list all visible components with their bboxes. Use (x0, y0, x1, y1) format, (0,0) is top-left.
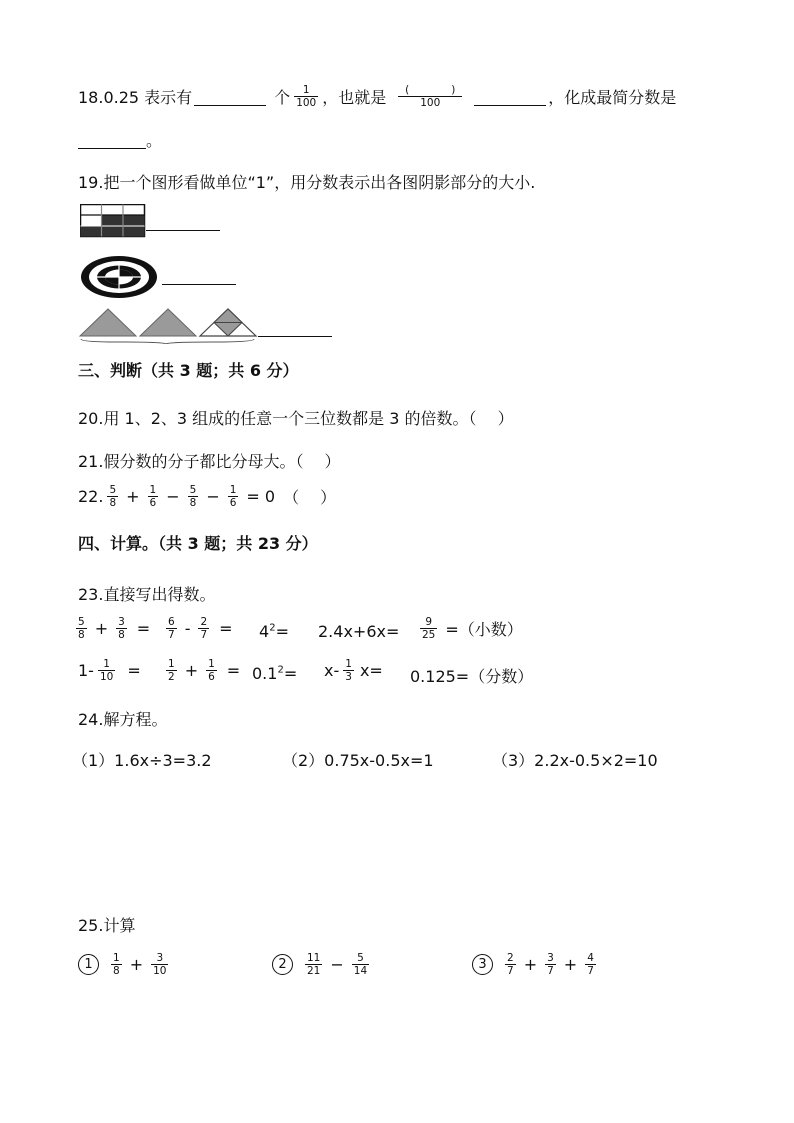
q23-r2-a: 1- $\frac{1}{10}$ = (78, 658, 141, 683)
section-4-title: 四、计算。（共 3 题；共 23 分） (78, 534, 318, 553)
q24-eq-1: （1）1.6x÷3=3.2 (72, 751, 212, 770)
q25-calc-2: 2 $\frac{11}{21}$ − $\frac{5}{14}$ (272, 952, 373, 977)
section-3-title: 三、判断（共 3 题；共 6 分） (78, 361, 299, 380)
q22-equals: = 0 (246, 487, 276, 506)
q24-eq-3: （3）2.2x-0.5×2=10 (492, 751, 658, 770)
q18-tail-text: ，化成最简分数是 (548, 88, 677, 107)
q23-r1-c: $4^2=$ (259, 622, 289, 641)
q23-r1-b: $\frac{6}{7}$ - $\frac{2}{7}$ = (168, 616, 233, 641)
q19-blank-3[interactable] (258, 318, 332, 337)
q22-answer-paren[interactable]: （ ） (283, 488, 337, 507)
q18-end: 。 (146, 131, 163, 150)
question-24 (78, 707, 167, 730)
question-18 (78, 84, 676, 109)
q25-calc-3: 3 $\frac{2}{7}$ + $\frac{3}{7}$ + $\frac{4}{7}$ (472, 952, 600, 977)
q23-r1-d: 2.4x+6x= (318, 622, 400, 641)
q19-target-figure (80, 254, 160, 300)
q18-ge: 个 (274, 88, 291, 107)
q25-calc-1: 1 $\frac{1}{8}$ + $\frac{3}{10}$ (78, 952, 172, 977)
question-19 (78, 170, 535, 193)
q22-frac-2: $\frac{1}{6}$ (149, 484, 157, 509)
q19-grid-figure (80, 204, 146, 238)
q18-blank-2[interactable] (474, 87, 546, 106)
question-20 (78, 406, 514, 429)
q19-triangles-figure (78, 306, 258, 344)
q20-text: 20.用 1、2、3 组成的任意一个三位数都是 3 的倍数。（ ） (78, 409, 514, 428)
question-23 (78, 582, 215, 605)
question-21 (78, 449, 341, 472)
q23-r2-e: 0.125=（分数） (410, 667, 534, 686)
q18-mid-text: ，也就是 (322, 88, 387, 107)
q19-blank-1[interactable] (146, 212, 220, 231)
question-18-cont (78, 128, 162, 151)
q22-number: 22. (78, 487, 104, 506)
q23-r2-b: $\frac{1}{2}$ + $\frac{1}{6}$ = (168, 658, 241, 683)
q22-frac-3: $\frac{5}{8}$ (189, 484, 197, 509)
q18-number: 18.0.25 表示有 (78, 88, 193, 107)
q21-text: 21.假分数的分子都比分母大。（ ） (78, 452, 341, 471)
q18-blank-3[interactable] (78, 130, 146, 149)
circled-number-1: 1 (78, 954, 99, 975)
q22-frac-1: $\frac{5}{8}$ (109, 484, 117, 509)
q23-r2-c: $0.1^2=$ (252, 664, 298, 683)
q18-blank-1[interactable] (194, 87, 266, 106)
q23-text: 23.直接写出得数。 (78, 585, 216, 604)
q24-eq-2: （2）0.75x-0.5x=1 (282, 751, 434, 770)
q24-text: 24.解方程。 (78, 710, 168, 729)
q23-r2-d: x- $\frac{1}{3}$ x= (324, 658, 383, 683)
q18-fraction-1: $\frac{1}{100}$ (296, 84, 317, 109)
circled-number-2: 2 (272, 954, 293, 975)
circled-number-3: 3 (472, 954, 493, 975)
q18-fraction-2[interactable]: $\frac{( )}{100}$ (398, 84, 462, 109)
q23-r1-e: $\frac{9}{25}$ =（小数） (422, 616, 523, 641)
q19-blank-2[interactable] (162, 266, 236, 285)
q25-text: 25.计算 (78, 916, 136, 935)
q19-text: 19.把一个图形看做单位“1”，用分数表示出各图阴影部分的大小. (78, 173, 536, 192)
q23-r1-a: $\frac{5}{8}$ + $\frac{3}{8}$ = (78, 616, 151, 641)
q22-frac-4: $\frac{1}{6}$ (229, 484, 237, 509)
question-22: 22. $\frac{5}{8}$ + $\frac{1}{6}$ − $\frac{5}{8}$ − $\frac{1}{6}$ = 0 （ ） (78, 484, 337, 509)
question-25 (78, 913, 135, 936)
